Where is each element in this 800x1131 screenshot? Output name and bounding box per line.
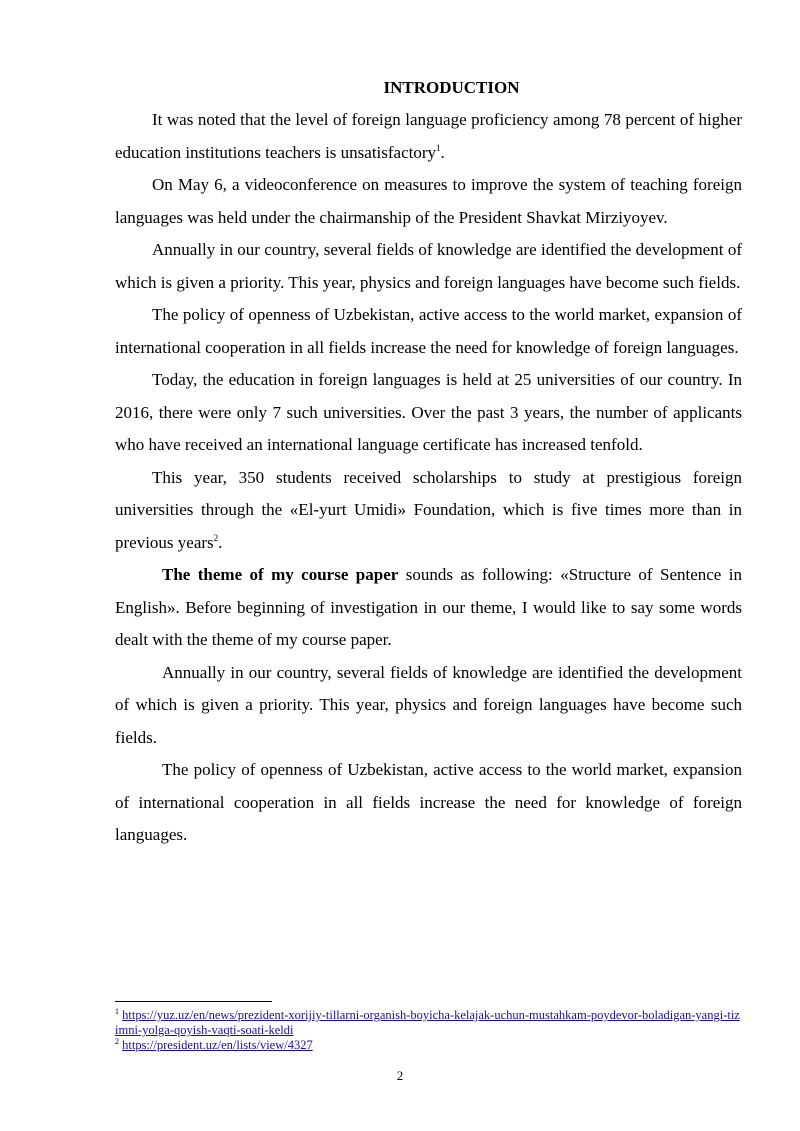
paragraph-6-end: . — [218, 532, 223, 552]
theme-heading: The theme of my course paper — [162, 565, 399, 584]
footnote-1 — [115, 1008, 742, 1038]
paragraph-2: On May 6, a videoconference on measures to improve the system of teaching foreign languages was held under the chairmanship of the President Shavkat Mirziyoyev. — [115, 175, 742, 227]
paragraph-5: Today, the education in foreign languages is held at 25 universities of our country. In 2016, there were only 7 such universities. Over the past 3 years, the number of applicants who have received an international language certificate has increased tenfold. — [115, 370, 742, 454]
footnote-1-link[interactable]: https://yuz.uz/en/news/prezident-xorijiy-tillarni-organish-boyicha-kelajak-uchun-mustahkam-poydevor-boladigan-yangi-tizimni-yolga-qoyish-vaqti-soati-keldi — [115, 1008, 740, 1037]
footnote-ref-1[interactable]: 1 — [436, 142, 441, 153]
paragraph-8: Annually in our country, several fields of knowledge are identified the development of which is given a priority. This year, physics and foreign languages have become such fields. — [115, 662, 742, 747]
paragraph-1 — [115, 104, 742, 169]
paragraph-4: The policy of openness of Uzbekistan, active access to the world market, expansion of international cooperation in all fields increase the need for knowledge of foreign languages. — [115, 305, 742, 357]
footnote-2-number: 2 — [115, 1037, 119, 1046]
paragraph-1-text: It was noted that the level of foreign language proficiency among 78 percent of higher education institutions teachers is unsatisfactory — [115, 110, 742, 162]
body-text — [115, 76, 742, 852]
paragraph-7 — [115, 559, 742, 657]
page-number: 2 — [396, 1068, 404, 1083]
footnotes — [115, 1008, 742, 1053]
paragraph-6 — [115, 462, 742, 560]
footnote-ref-2[interactable]: 2 — [213, 532, 219, 543]
paragraph-1-end: . — [440, 142, 445, 162]
footnote-1-number: 1 — [115, 1007, 119, 1016]
page-title: INTRODUCTION — [383, 78, 520, 97]
footnote-2-link[interactable]: https://president.uz/en/lists/view/4327 — [122, 1038, 313, 1052]
paragraph-3: Annually in our country, several fields of knowledge are identified the development of which is given a priority. This year, physics and foreign languages have become such fields. — [115, 240, 742, 292]
paragraph-7-text: sounds as following: «Structure of Sentence in English». Before beginning of investigation in our theme, I would like to say some words dealt with the theme of my course paper. — [115, 565, 742, 649]
paragraph-9: The policy of openness of Uzbekistan, active access to the world market, expansion of international cooperation in all fields increase the need for knowledge of foreign languages. — [115, 760, 742, 844]
footnote-divider — [115, 1001, 272, 1002]
paragraph-6-text: This year, 350 students received scholarships to study at prestigious foreign universities through the «El-yurt Umidi» Foundation, which is five times more than in previous years — [115, 467, 742, 552]
footnote-2 — [115, 1038, 742, 1053]
